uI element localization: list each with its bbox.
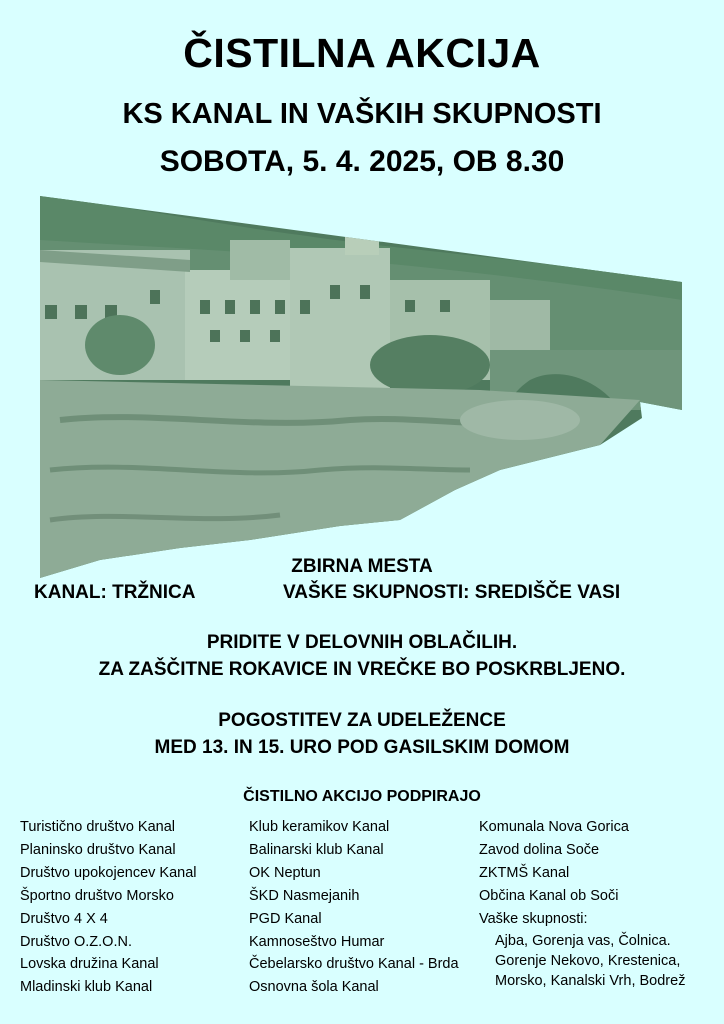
supporter: Klub keramikov Kanal xyxy=(249,819,390,835)
notice-gloves: ZA ZAŠČITNE ROKAVICE IN VREČKE BO POSKRBLJENO. xyxy=(98,659,626,680)
supporters-column-1 xyxy=(20,816,197,999)
supporter: Kamnoseštvo Humar xyxy=(249,933,385,950)
supporter: Lovska družina Kanal xyxy=(20,956,159,973)
supporter: PGD Kanal xyxy=(249,910,322,927)
event-date: SOBOTA, 5. 4. 2025, OB 8.30 xyxy=(159,145,565,178)
photo-content xyxy=(0,180,724,600)
meeting-heading: ZBIRNA MESTA xyxy=(291,556,433,577)
supporter: Društvo O.Z.O.N. xyxy=(20,933,132,950)
supporter: ŠKD Nasmejanih xyxy=(249,887,360,904)
poster-title: ČISTILNA AKCIJA xyxy=(183,30,541,76)
supporter: Zavod dolina Soče xyxy=(479,841,600,858)
supporter: Balinarski klub Kanal xyxy=(249,841,384,858)
meeting-kanal: KANAL: TRŽNICA xyxy=(34,582,196,603)
supporter: Osnovna šola Kanal xyxy=(249,979,379,996)
supporters-heading: ČISTILNO AKCIJO PODPIRAJO xyxy=(243,788,481,805)
supporter: Komunala Nova Gorica xyxy=(479,819,629,835)
supporters-column-2 xyxy=(249,816,459,999)
refreshment-heading: POGOSTITEV ZA UDELEŽENCE xyxy=(218,710,506,731)
supporter: Športno društvo Morsko xyxy=(20,887,174,904)
supporter: Občina Kanal ob Soči xyxy=(479,887,619,904)
supporter: Mladinski klub Kanal xyxy=(20,979,153,996)
meeting-villages: VAŠKE SKUPNOSTI: SREDIŠČE VASI xyxy=(283,582,621,603)
village-list: Morsko, Kanalski Vrh, Bodrež xyxy=(495,972,686,989)
supporter: Društvo upokojencev Kanal xyxy=(20,864,197,881)
refreshment-time: MED 13. IN 15. URO POD GASILSKIM DOMOM xyxy=(154,737,570,758)
notice-clothing: PRIDITE V DELOVNIH OBLAČILIH. xyxy=(206,632,518,653)
supporter: Vaške skupnosti: xyxy=(479,910,588,927)
supporter: OK Neptun xyxy=(249,864,321,881)
supporters-column-3 xyxy=(479,816,685,991)
supporter: Čebelarsko društvo Kanal - Brda xyxy=(249,956,459,973)
supporter: Turistično društvo Kanal xyxy=(20,819,176,835)
village-list: Gorenje Nekovo, Krestenica, xyxy=(495,952,681,969)
poster-subtitle: KS KANAL IN VAŠKIH SKUPNOSTI xyxy=(122,98,602,130)
village-list: Ajba, Gorenja vas, Čolnica. xyxy=(495,932,671,949)
supporter: Društvo 4 X 4 xyxy=(20,910,108,927)
supporter: ZKTMŠ Kanal xyxy=(479,864,570,881)
supporter: Planinsko društvo Kanal xyxy=(20,841,176,858)
